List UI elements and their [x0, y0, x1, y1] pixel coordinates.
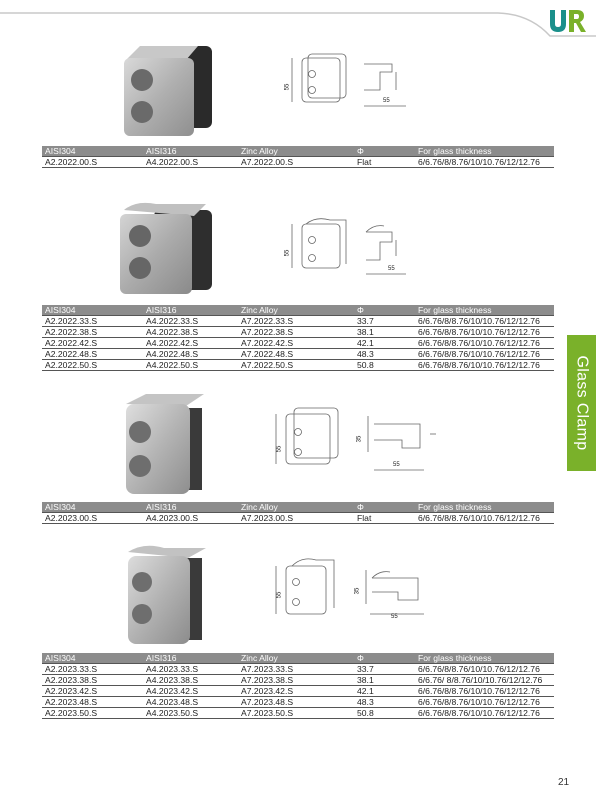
table-cell: 6/6.76/8/8.76/10/10.76/12/12.76	[415, 664, 554, 675]
table-cell: 38.1	[354, 327, 415, 338]
table-row	[42, 157, 554, 168]
technical-drawing	[270, 400, 440, 480]
table-cell: A7.2022.50.S	[238, 360, 354, 371]
table-header-row	[42, 653, 554, 664]
table-row	[42, 349, 554, 360]
column-header: Zinc Alloy	[238, 146, 354, 157]
table-cell: 42.1	[354, 338, 415, 349]
category-tab-label: Glass Clamp	[573, 355, 591, 451]
table-cell: A7.2022.00.S	[238, 157, 354, 168]
column-header: For glass thickness	[415, 502, 554, 513]
table-cell: A2.2023.33.S	[42, 664, 143, 675]
table-cell: 33.7	[354, 316, 415, 327]
column-header: For glass thickness	[415, 305, 554, 316]
table-cell: A2.2022.48.S	[42, 349, 143, 360]
table-cell: A7.2022.38.S	[238, 327, 354, 338]
spec-table	[42, 305, 554, 371]
spec-table	[42, 146, 554, 168]
table-cell: A7.2023.42.S	[238, 686, 354, 697]
column-header: For glass thickness	[415, 146, 554, 157]
table-cell: A2.2022.33.S	[42, 316, 143, 327]
table-header-row	[42, 146, 554, 157]
dimension-height: 55	[284, 83, 291, 91]
table-cell: A7.2023.00.S	[238, 513, 354, 524]
technical-drawing	[280, 210, 430, 286]
table-cell: A4.2023.50.S	[143, 708, 238, 719]
spec-table	[42, 653, 554, 719]
table-cell: A2.2022.00.S	[42, 157, 143, 168]
column-header: AISI304	[42, 502, 143, 513]
table-row	[42, 686, 554, 697]
column-header: AISI316	[143, 653, 238, 664]
column-header: AISI304	[42, 305, 143, 316]
table-cell: A2.2022.42.S	[42, 338, 143, 349]
table-cell: 6/6.76/8/8.76/10/10.76/12/12.76	[415, 157, 554, 168]
table-row	[42, 697, 554, 708]
dimension-height: 55	[276, 591, 283, 599]
table-cell: A4.2023.38.S	[143, 675, 238, 686]
table-cell: A4.2023.48.S	[143, 697, 238, 708]
table-cell: 6/6.76/8/8.76/10/10.76/12/12.76	[415, 697, 554, 708]
table-row	[42, 338, 554, 349]
column-header: AISI316	[143, 305, 238, 316]
table-cell: A4.2023.42.S	[143, 686, 238, 697]
category-tab-glass-clamp	[567, 335, 596, 471]
table-cell: 50.8	[354, 708, 415, 719]
table-cell: 6/6.76/8/8.76/10/10.76/12/12.76	[415, 686, 554, 697]
table-header-row	[42, 502, 554, 513]
dimension-width: 55	[383, 98, 390, 104]
table-row	[42, 664, 554, 675]
table-cell: 6/6.76/8/8.76/10/10.76/12/12.76	[415, 513, 554, 524]
table-cell: 38.1	[354, 675, 415, 686]
dimension-width: 55	[388, 266, 395, 272]
table-cell: A7.2022.33.S	[238, 316, 354, 327]
table-cell: 50.8	[354, 360, 415, 371]
table-cell: 6/6.76/8/8.76/10/10.76/12/12.76	[415, 338, 554, 349]
table-cell: A7.2023.33.S	[238, 664, 354, 675]
table-cell: A7.2022.48.S	[238, 349, 354, 360]
table-cell: A2.2022.50.S	[42, 360, 143, 371]
product-photo	[120, 542, 212, 646]
dimension-width: 55	[391, 614, 398, 620]
dimension-side: 35	[356, 435, 363, 443]
column-header: AISI316	[143, 146, 238, 157]
table-row	[42, 708, 554, 719]
column-header: Φ	[354, 305, 415, 316]
dimension-height: 55	[284, 249, 291, 257]
table-cell: 6/6.76/8/8.76/10/10.76/12/12.76	[415, 327, 554, 338]
table-row	[42, 513, 554, 524]
table-cell: A2.2022.38.S	[42, 327, 143, 338]
dimension-height: 55	[276, 445, 283, 453]
table-cell: Flat	[354, 513, 415, 524]
table-cell: A7.2023.50.S	[238, 708, 354, 719]
product-photo	[118, 42, 216, 144]
table-cell: A7.2023.48.S	[238, 697, 354, 708]
column-header: Zinc Alloy	[238, 305, 354, 316]
column-header: Φ	[354, 653, 415, 664]
table-cell: A4.2022.42.S	[143, 338, 238, 349]
table-cell: A2.2023.42.S	[42, 686, 143, 697]
table-cell: 6/6.76/8/8.76/10/10.76/12/12.76	[415, 708, 554, 719]
technical-drawing	[280, 50, 430, 122]
product-photo	[116, 196, 216, 300]
table-cell: A4.2023.00.S	[143, 513, 238, 524]
table-cell: 6/6.76/8/8.76/10/10.76/12/12.76	[415, 360, 554, 371]
column-header: Zinc Alloy	[238, 502, 354, 513]
column-header: AISI304	[42, 146, 143, 157]
table-cell: A4.2022.33.S	[143, 316, 238, 327]
table-row	[42, 327, 554, 338]
table-row	[42, 316, 554, 327]
dimension-width: 55	[393, 462, 400, 468]
table-cell: A2.2023.00.S	[42, 513, 143, 524]
table-cell: 6/6.76/8/8.76/10/10.76/12/12.76	[415, 316, 554, 327]
table-cell: 48.3	[354, 697, 415, 708]
table-cell: 42.1	[354, 686, 415, 697]
column-header: Φ	[354, 502, 415, 513]
header-curve	[0, 0, 596, 40]
brand-logo	[548, 8, 586, 34]
column-header: For glass thickness	[415, 653, 554, 664]
column-header: AISI304	[42, 653, 143, 664]
table-cell: 6/6.76/8/8.76/10/10.76/12/12.76	[415, 349, 554, 360]
spec-table	[42, 502, 554, 524]
table-cell: A4.2022.50.S	[143, 360, 238, 371]
table-cell: A2.2023.48.S	[42, 697, 143, 708]
column-header: AISI316	[143, 502, 238, 513]
table-cell: A7.2022.42.S	[238, 338, 354, 349]
dimension-side: 35	[354, 587, 361, 595]
table-cell: A4.2022.38.S	[143, 327, 238, 338]
table-cell: A4.2022.00.S	[143, 157, 238, 168]
column-header: Φ	[354, 146, 415, 157]
column-header: Zinc Alloy	[238, 653, 354, 664]
table-cell: A7.2023.38.S	[238, 675, 354, 686]
table-cell: A4.2023.33.S	[143, 664, 238, 675]
table-cell: 48.3	[354, 349, 415, 360]
table-cell: 33.7	[354, 664, 415, 675]
product-photo	[120, 392, 212, 496]
table-header-row	[42, 305, 554, 316]
page-number: 21	[558, 777, 570, 788]
table-cell: A2.2023.50.S	[42, 708, 143, 719]
table-cell: A2.2023.38.S	[42, 675, 143, 686]
table-row	[42, 360, 554, 371]
table-row	[42, 675, 554, 686]
table-cell: Flat	[354, 157, 415, 168]
table-cell: A4.2022.48.S	[143, 349, 238, 360]
table-cell: 6/6.76/ 8/8.76/10/10.76/12/12.76	[415, 675, 554, 686]
